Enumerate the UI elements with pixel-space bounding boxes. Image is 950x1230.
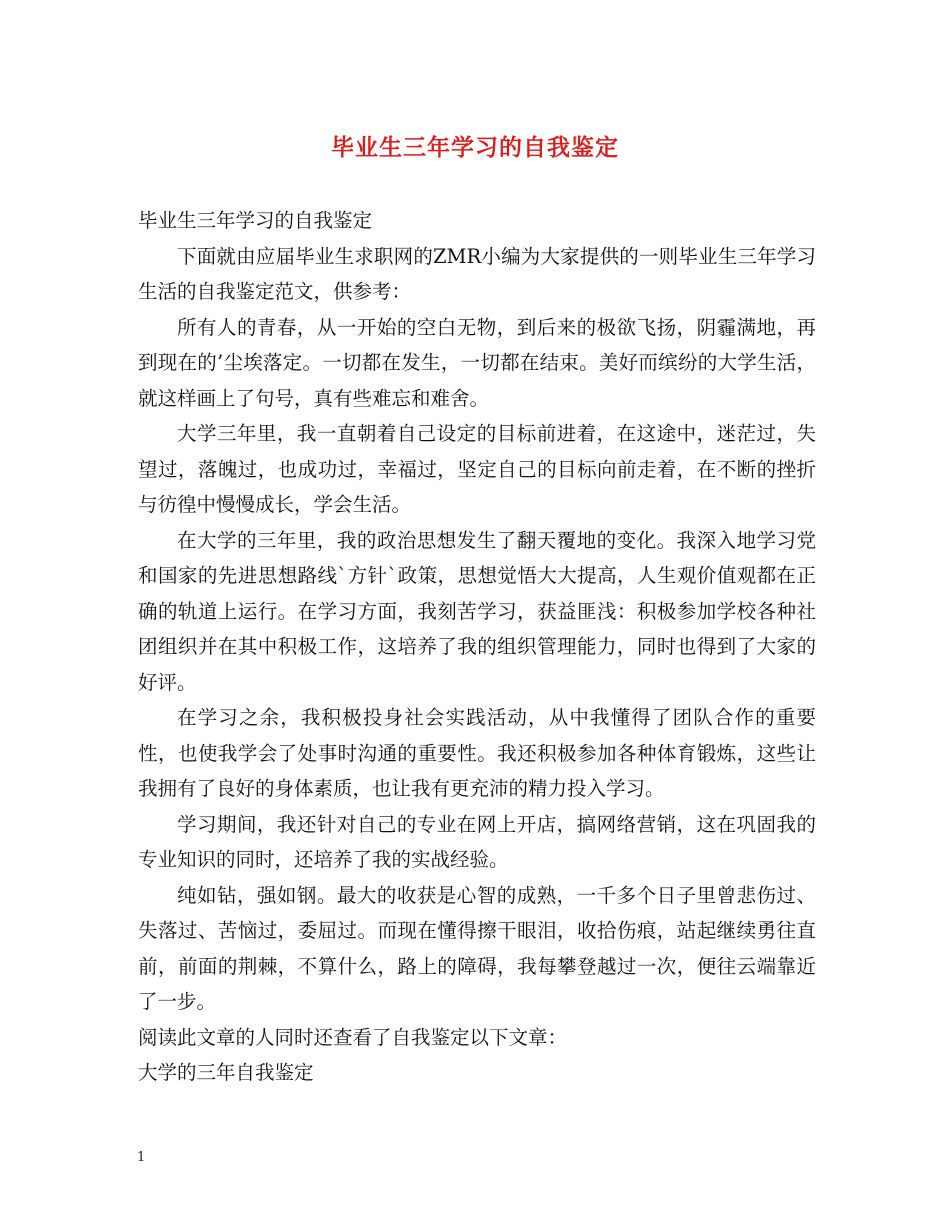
paragraph-online-store: 学习期间，我还针对自己的专业在网上开店，搞网络营销，这在巩固我的专业知识的同时，还培养了我的实战经验。 <box>138 812 816 871</box>
paragraph-intro: 下面就由应届毕业生求职网的ZMR小编为大家提供的一则毕业生三年学习生活的自我鉴定范文，供参考： <box>138 244 816 303</box>
document-title: 毕业生三年学习的自我鉴定 <box>331 134 619 161</box>
document-subtitle: 毕业生三年学习的自我鉴定 <box>138 209 373 232</box>
related-articles-intro: 阅读此文章的人同时还查看了自我鉴定以下文章： <box>138 1025 568 1049</box>
related-article-link[interactable]: 大学的三年自我鉴定 <box>138 1061 314 1084</box>
page-number: 1 <box>137 1150 146 1165</box>
paragraph-goals: 大学三年里，我一直朝着自己设定的目标前进着，在这途中，迷茫过，失望过，落魄过，也成功过，幸福过，坚定自己的目标向前走着，在不断的挫折与彷徨中慢慢成长，学会生活。 <box>138 422 816 516</box>
paragraph-social-practice: 在学习之余，我积极投身社会实践活动，从中我懂得了团队合作的重要性，也使我学会了处事时沟通的重要性。我还积极参加各种体育锻炼，这些让我拥有了良好的身体素质，也让我有更充沛的精力投入学习。 <box>138 706 816 800</box>
paragraph-youth: 所有人的青春，从一开始的空白无物，到后来的极欲飞扬，阴霾满地，再到现在的’尘埃落定。一切都在发生，一切都在结束。美好而缤纷的大学生活，就这样画上了句号，真有些难忘和难舍。 <box>138 315 816 410</box>
paragraph-political-thought: 在大学的三年里，我的政治思想发生了翻天覆地的变化。我深入地学习党和国家的先进思想路线`方针`政策，思想觉悟大大提高，人生观价值观都在正确的轨道上运行。在学习方面，我刻苦学习，获益匪浅：积极参加学校各种社团组织并在其中积极工作，这培养了我的组织管理能力，同时也得到了大家的好评。 <box>138 528 816 694</box>
document-body <box>138 203 816 1091</box>
paragraph-growth: 纯如钻，强如钢。最大的收获是心智的成熟，一千多个日子里曾悲伤过、失落过、苦恼过，委屈过。而现在懂得擦干眼泪，收拾伤痕，站起继续勇往直前，前面的荆棘，不算什么，路上的障碍，我每攀登越过一次，便往云端靠近了一步。 <box>138 883 816 1013</box>
